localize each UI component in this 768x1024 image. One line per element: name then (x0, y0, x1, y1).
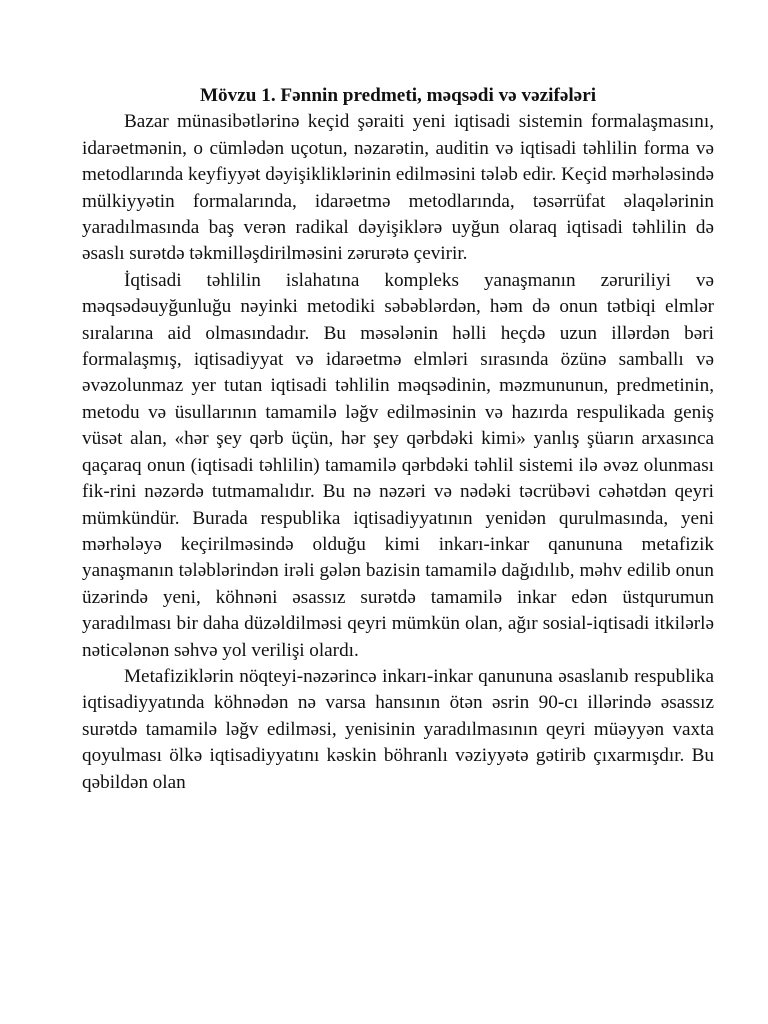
document-title: Mövzu 1. Fənnin predmeti, məqsədi və vəzifələri (199, 85, 597, 106)
paragraph-3: Metafiziklərin nöqteyi-nəzərincə inkarı-inkar qanununa əsaslanıb respublika iqtisadiyyatında köhnədən nə varsa hansının ötən əsrin 90-cı illərində əsassız surətdə tamamilə ləğv edilməsi, yenisinin yaradılmasının qeyri müəyyən vaxta qoyulması ölkə iqtisadiyyatını kəskin böhranlı vəziyyətə gətirib çıxarmışdır. Bu qəbildən olan (82, 665, 714, 793)
document-page (82, 83, 714, 796)
paragraph-1: Bazar münasibətlərinə keçid şəraiti yeni iqtisadi sistemin formalaşmasını, idarəetmənin, o cümlədən uçotun, nəzarətin, auditin və iqtisadi təhlilin forma və metodlarında keyfiyyət dəyişikliklərinin edilməsini tələb edir. Keçid mərhələsində mülkiyyətin formalarında, idarəetmə metodlarında, təsərrüfat əlaqələrinin yaradılmasında baş verən radikal dəyişiklərə uyğun olaraq iqtisadi təhlilin də əsaslı surətdə təkmilləşdirilməsini zərurətə çevirir. (82, 111, 714, 265)
paragraph-2: İqtisadi təhlilin islahatına kompleks yanaşmanın zəruriliyi və məqsədəuyğunluğu nəyinki metodiki səbəblərdən, həm də onun tətbiqi elmlər sıralarına aid olmasındadır. Bu məsələnin həlli heçdə uzun illərdən bəri formalaşmış, iqtisadiyyat və idarəetmə elmləri sırasında özünə samballı və əvəzolunmaz yer tutan iqtisadi təhlilin məqsədinin, məzmununun, predmetinin, metodu və üsullarının tamamilə ləğv edilməsinin və hazırda respulikada geniş vüsət alan, «hər şey qərb üçün, hər şey qərbdəki kimi» yanlış şüarın arxasınca qaçaraq onun (iqtisadi təhlilin) tamamilə qərbdəki təhlil sistemi ilə əvəz olunması fik-rini nəzərdə tutmamalıdır. Bu nə nəzəri və nədəki təcrübəvi cəhətdən qeyri mümkündür. Burada respublika iqtisadiyyatının yenidən qurulmasında, yeni mərhələyə keçirilməsində olduğu kimi inkarı-inkar qanununa metafizik yanaşmanın tələblərindən irəli gələn bazisin tamamilə dağıdılıb, məhv edilib onun üzərində yeni, köhnəni əsassız surətdə tamamilə inkar edən üstqurumun yaradılması bir daha düzəldilməsi qeyri mümkün olan, ağır sosial-iqtisadi itkilərlə nəticələnən səhvə yol verilişi olardı. (82, 269, 714, 661)
